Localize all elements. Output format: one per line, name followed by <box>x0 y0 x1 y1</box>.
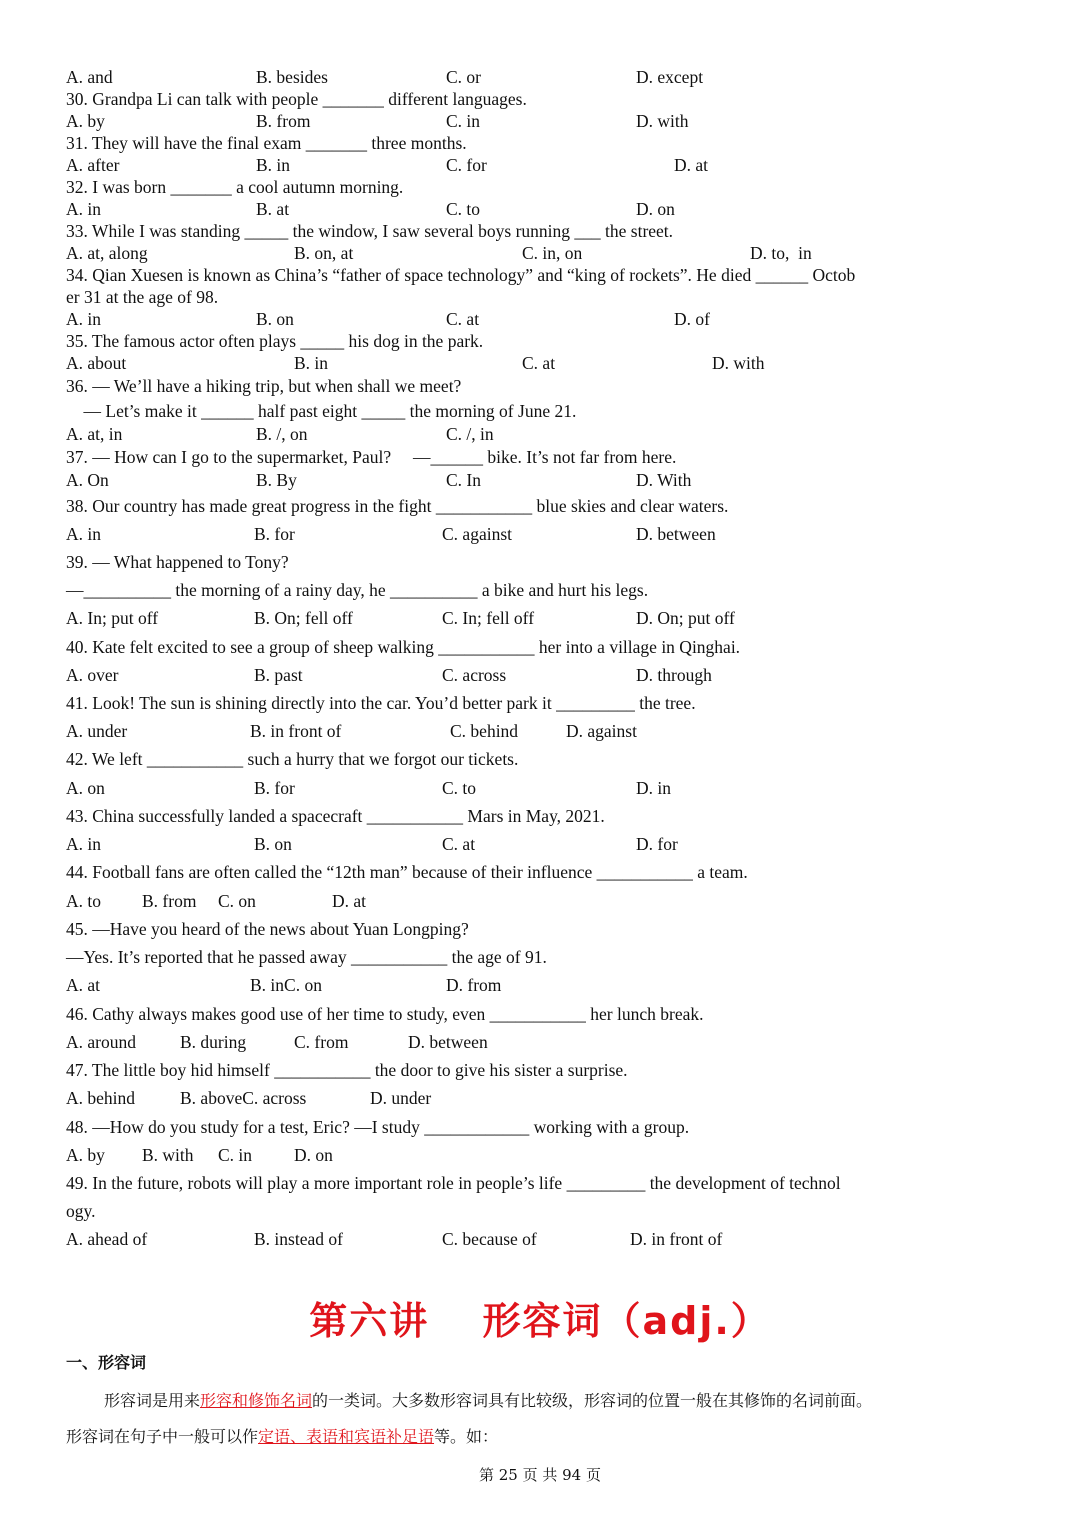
question-46: 46. Cathy always makes good use of her time to study, even ___________ her lunch break. <box>66 1004 704 1024</box>
option: C. In <box>446 470 481 490</box>
option: D. under <box>370 1088 432 1108</box>
option: D. between <box>408 1032 488 1052</box>
option: A. at <box>66 975 101 995</box>
option: D. in <box>636 778 671 798</box>
question-36: 36. — We’ll have a hiking trip, but when shall we meet? <box>66 376 462 396</box>
option: D. from <box>446 975 502 995</box>
option: A. and <box>66 67 113 87</box>
option: A. over <box>66 665 119 685</box>
option: B. in <box>256 155 291 175</box>
question-48: 48. —How do you study for a test, Eric? —I study ____________ working with a group. <box>66 1117 690 1137</box>
question-31: 31. They will have the final exam _______ three months. <box>66 133 467 153</box>
option: B. /, on <box>256 424 308 444</box>
option: C. for <box>446 155 487 175</box>
page-footer: 第 25 页 共 94 页 <box>478 1466 601 1484</box>
paragraph-line-1 <box>104 1388 872 1411</box>
option: B. from <box>256 111 311 131</box>
option: B. from <box>142 891 197 911</box>
paragraph-line-2 <box>66 1424 498 1447</box>
question-30: 30. Grandpa Li can talk with people _______ different languages. <box>66 89 527 109</box>
option: C. in <box>446 111 481 131</box>
option: C. at <box>442 834 476 854</box>
option: C. or <box>446 67 481 87</box>
question-42: 42. We left ___________ such a hurry that we forgot our tickets. <box>66 749 519 769</box>
text: 等。如： <box>434 1427 499 1446</box>
option: D. of <box>674 309 710 329</box>
question-45-reply: —Yes. It’s reported that he passed away ___________ the age of 91. <box>66 947 547 967</box>
option: B. during <box>180 1032 247 1052</box>
option: D. on <box>636 199 675 219</box>
option: A. about <box>66 353 127 373</box>
option: B. aboveC. across <box>180 1088 307 1108</box>
lecture-title <box>0 1290 1080 1345</box>
option: A. under <box>66 721 128 741</box>
option: B. at <box>256 199 290 219</box>
question-32: 32. I was born _______ a cool autumn morning. <box>66 177 404 197</box>
section-heading: 一、形容词 <box>66 1353 147 1372</box>
option: A. in <box>66 524 101 544</box>
option: A. in <box>66 199 101 219</box>
option: A. on <box>66 778 105 798</box>
question-44: 44. Football fans are often called the “12th man” because of their influence ___________ a team. <box>66 862 748 882</box>
option: C. to <box>442 778 477 798</box>
option: B. on <box>256 309 294 329</box>
option: C. /, in <box>446 424 494 444</box>
option: C. In; fell off <box>442 608 535 628</box>
option: D. at <box>674 155 709 175</box>
option: D. at <box>332 891 367 911</box>
question-39: 39. — What happened to Tony? <box>66 552 289 572</box>
question-33: 33. While I was standing _____ the window, I saw several boys running ___ the street. <box>66 221 674 241</box>
option: B. with <box>142 1145 194 1165</box>
question-41: 41. Look! The sun is shining directly into the car. You’d better park it _________ the tree. <box>66 693 696 713</box>
question-43: 43. China successfully landed a spacecraft ___________ Mars in May, 2021. <box>66 806 605 826</box>
option: A. in <box>66 834 101 854</box>
option: B. in front of <box>250 721 342 741</box>
lecture-topic: 形容词（adj.） <box>482 1299 771 1343</box>
option: B. past <box>254 665 303 685</box>
option: A. In; put off <box>66 608 159 628</box>
question-45: 45. —Have you heard of the news about Yuan Longping? <box>66 919 469 939</box>
question-49-cont: ogy. <box>66 1201 96 1221</box>
option: B. on <box>254 834 292 854</box>
option: C. in <box>218 1145 253 1165</box>
option: B. instead of <box>254 1229 343 1249</box>
option: A. after <box>66 155 120 175</box>
question-36-reply: — Let’s make it ______ half past eight _____ the morning of June 21. <box>66 401 577 421</box>
option: D. on <box>294 1145 333 1165</box>
option: C. behind <box>450 721 519 741</box>
text: 的一类词。大多数形容词具有比较级，形容词的位置一般在其修饰的名词前面。 <box>312 1391 873 1410</box>
option: B. for <box>254 524 295 544</box>
option: D. through <box>636 665 712 685</box>
text: 形容词在句子中一般可以作 <box>66 1427 259 1446</box>
option: A. at, along <box>66 243 148 263</box>
question-35: 35. The famous actor often plays _____ his dog in the park. <box>66 331 484 351</box>
option: B. on, at <box>294 243 354 263</box>
option: C. across <box>442 665 507 685</box>
option: A. to <box>66 891 101 911</box>
highlight: 定语、表语和宾语补足语 <box>258 1427 435 1446</box>
option: D. to, in <box>750 243 812 263</box>
option: D. With <box>636 470 692 490</box>
option: A. at, in <box>66 424 123 444</box>
option: D. against <box>566 721 637 741</box>
option: A. ahead of <box>66 1229 148 1249</box>
option: B. for <box>254 778 295 798</box>
option: A. around <box>66 1032 136 1052</box>
question-38: 38. Our country has made great progress in the fight ___________ blue skies and clear waters. <box>66 496 729 516</box>
option: C. from <box>294 1032 349 1052</box>
option: A. On <box>66 470 109 490</box>
option: B. besides <box>256 67 328 87</box>
option: C. at <box>522 353 556 373</box>
option: A. by <box>66 1145 105 1165</box>
question-39-reply: —__________ the morning of a rainy day, he __________ a bike and hurt his legs. <box>66 580 649 600</box>
option: C. at <box>446 309 480 329</box>
option: B. inC. on <box>250 975 322 995</box>
question-34: 34. Qian Xuesen is known as China’s “father of space technology” and “king of rockets”. He died ______ Octob <box>66 265 856 285</box>
option: C. in, on <box>522 243 583 263</box>
option: B. in <box>294 353 329 373</box>
question-40: 40. Kate felt excited to see a group of sheep walking ___________ her into a village in Qinghai. <box>66 637 741 657</box>
option: C. to <box>446 199 481 219</box>
option: B. By <box>256 470 297 490</box>
option: A. by <box>66 111 105 131</box>
option: D. with <box>636 111 689 131</box>
option: A. in <box>66 309 101 329</box>
option: C. because of <box>442 1229 537 1249</box>
option: D. On; put off <box>636 608 735 628</box>
option: D. except <box>636 67 704 87</box>
question-37: 37. — How can I go to the supermarket, Paul? —______ bike. It’s not far from here. <box>66 447 677 467</box>
highlight: 形容和修饰名词 <box>200 1391 313 1410</box>
question-49: 49. In the future, robots will play a more important role in people’s life _________ the development of technol <box>66 1173 841 1193</box>
text: 形容词是用来 <box>104 1391 201 1410</box>
option: D. between <box>636 524 716 544</box>
option: B. On; fell off <box>254 608 353 628</box>
question-47: 47. The little boy hid himself ___________ the door to give his sister a surprise. <box>66 1060 628 1080</box>
option: C. on <box>218 891 256 911</box>
option: D. in front of <box>630 1229 723 1249</box>
lecture-number: 第六讲 <box>309 1299 430 1343</box>
option: D. with <box>712 353 765 373</box>
question-34-cont: er 31 at the age of 98. <box>66 287 219 307</box>
option: A. behind <box>66 1088 136 1108</box>
option: C. against <box>442 524 512 544</box>
option: D. for <box>636 834 678 854</box>
